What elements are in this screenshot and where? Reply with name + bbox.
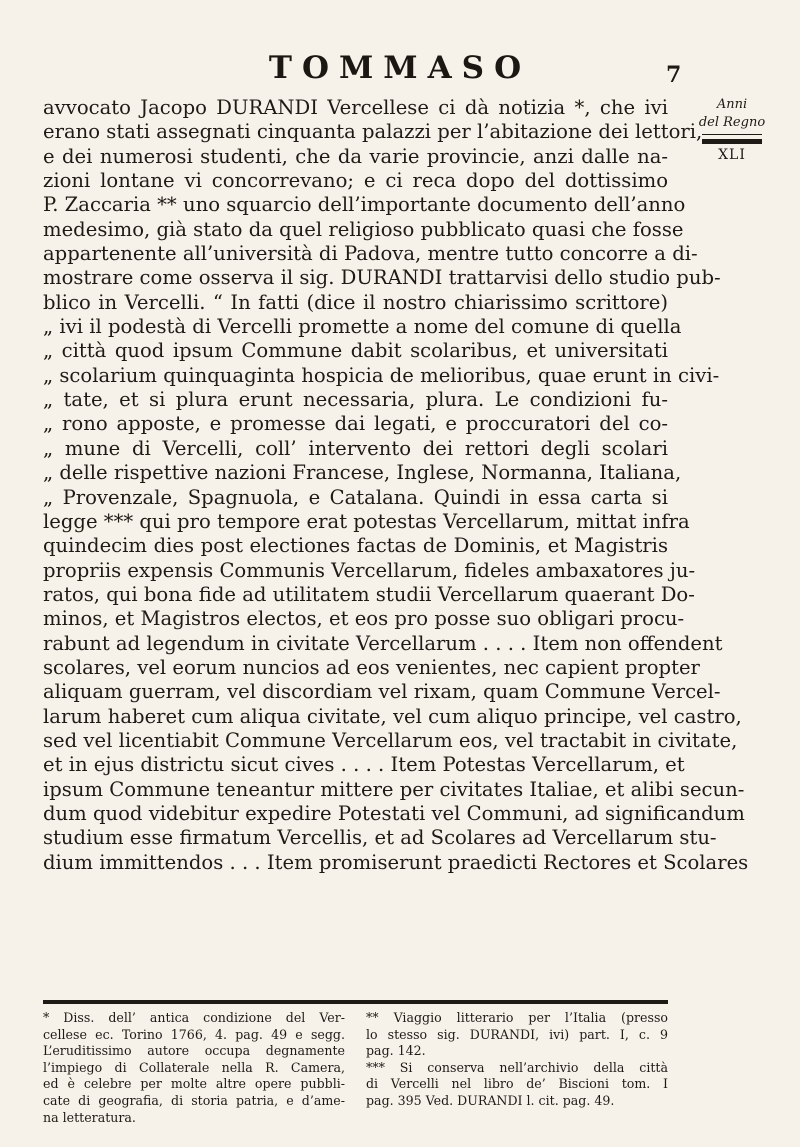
text-line: dum quod videbitur expedire Potestati vel Communi, ad significandum (43, 801, 745, 825)
margin-note-thin-rule (702, 134, 762, 135)
text-line: sed vel licentiabit Commune Vercellarum eos, vel tractabit in civitate, (43, 728, 738, 752)
running-title: TOMMASO (268, 50, 532, 86)
margin-note-thick-rule (702, 139, 762, 144)
text-line: „ ivi il podestà di Vercelli promette a nome del comune di quella (43, 315, 682, 339)
footnote-line: * Diss. dell’ antica condizione del Ver- (43, 1010, 345, 1025)
footnote-line: na letteratura. (43, 1109, 136, 1125)
text-line: „ mune di Vercelli, coll’ intervento dei rettori degli scolari (43, 436, 668, 460)
footnote-column-right (366, 1010, 668, 1110)
text-line: „ città quod ipsum Commune dabit scolaribus, et universitati (43, 339, 668, 363)
text-line: ratos, qui bona fide ad utilitatem studii Vercellarum quaerant Do- (43, 582, 695, 606)
text-line: scolares, vel eorum nuncios ad eos venientes, nec capient propter (43, 655, 700, 679)
text-line: avvocato Jacopo DURANDI Vercellese ci dà notizia *, che ivi (43, 96, 668, 119)
text-line: quindecim dies post electiones factas de Dominis, et Magistris (43, 534, 668, 558)
footnote-line: cellese ec. Torino 1766, 4. pag. 49 e segg. (43, 1026, 345, 1042)
text-line: zioni lontane vi concorrevano; e ci reca dopo del dottissimo (43, 169, 668, 193)
text-line: et in ejus districtu sicut cives . . . . Item Potestas Vercellarum, et (43, 753, 685, 777)
page-number: 7 (666, 62, 682, 88)
text-line: medesimo, già stato da quel religioso pubblicato quasi che fosse (43, 217, 684, 241)
text-line: appartenente all’università di Padova, mentre tutto concorre a di- (43, 242, 698, 266)
text-line: legge *** qui pro tempore erat potestas Vercellarum, mittat infra (43, 509, 690, 533)
footnote-line: *** Si conserva nell’archivio della città (366, 1059, 668, 1075)
text-line: mostrare come osserva il sig. DURANDI trattarvisi dello studio pub- (43, 266, 721, 290)
footnote-separator (43, 1000, 668, 1004)
footnote-column-left (43, 1010, 345, 1126)
text-line: „ delle rispettive nazioni Francese, Inglese, Normanna, Italiana, (43, 461, 682, 485)
text-line: studium esse firmatum Vercellis, et ad Scolares ad Vercellarum stu- (43, 826, 717, 850)
text-line: P. Zaccaria ** uno squarcio dell’importante documento dell’anno (43, 193, 686, 217)
text-line: „ Provenzale, Spagnuola, e Catalana. Quindi in essa carta si (43, 485, 668, 509)
margin-note-number: XLI (718, 147, 746, 163)
margin-note-anni: Anni (716, 97, 748, 112)
text-line: „ tate, et si plura erunt necessaria, plura. Le condizioni fu- (43, 388, 668, 412)
text-line: propriis expensis Communis Vercellarum, fideles ambaxatores ju- (43, 558, 696, 582)
text-line: e dei numerosi studenti, che da varie provincie, anzi dalle na- (43, 144, 668, 168)
footnote-line: pag. 395 Ved. DURANDI l. cit. pag. 49. (366, 1092, 615, 1108)
footnote-line: L’eruditissimo autore occupa degnamente (43, 1043, 345, 1059)
footnote-line: lo stesso sig. DURANDI, ivi) part. I, c. 9 (366, 1026, 668, 1042)
text-line: larum haberet cum aliqua civitate, vel cum aliquo principe, vel castro, (43, 704, 742, 728)
text-line: blico in Vercelli. “ In fatti (dice il nostro chiarissimo scrittore) (43, 290, 668, 314)
footnote-line: ed è celebre per molte altre opere pubbli- (43, 1076, 345, 1092)
text-line: ipsum Commune teneantur mittere per civitates Italiae, et alibi secun- (43, 777, 745, 801)
footnote-line: pag. 142. (366, 1043, 426, 1059)
text-line: erano stati assegnati cinquanta palazzi per l’abitazione dei lettori, (43, 120, 703, 144)
text-line: aliquam guerram, vel discordiam vel rixam, quam Commune Vercel- (43, 680, 721, 704)
footnote-line: cate di geografia, di storia patria, e d’ame- (43, 1092, 345, 1108)
text-line: „ rono apposte, e promesse dai legati, e proccuratori del co- (43, 412, 668, 436)
margin-note-del-regno: del Regno (698, 115, 766, 130)
margin-note (692, 96, 772, 164)
text-line: rabunt ad legendum in civitate Vercellarum . . . . Item non offendent (43, 631, 723, 655)
text-line: dium immittendos . . . Item promiserunt praedicti Rectores et Scolares (43, 850, 749, 874)
footnote-line: l’impiego di Collaterale nella R. Camera, (43, 1059, 345, 1075)
footnote-line: ** Viaggio litterario per l’Italia (presso (366, 1010, 668, 1025)
footnote-line: di Vercelli nel libro de’ Biscioni tom. I (366, 1076, 668, 1092)
text-line: minos, et Magistros electos, et eos pro posse suo obligari procu- (43, 607, 685, 631)
text-line: „ scolarium quinquaginta hospicia de melioribus, quae erunt in civi- (43, 363, 720, 387)
